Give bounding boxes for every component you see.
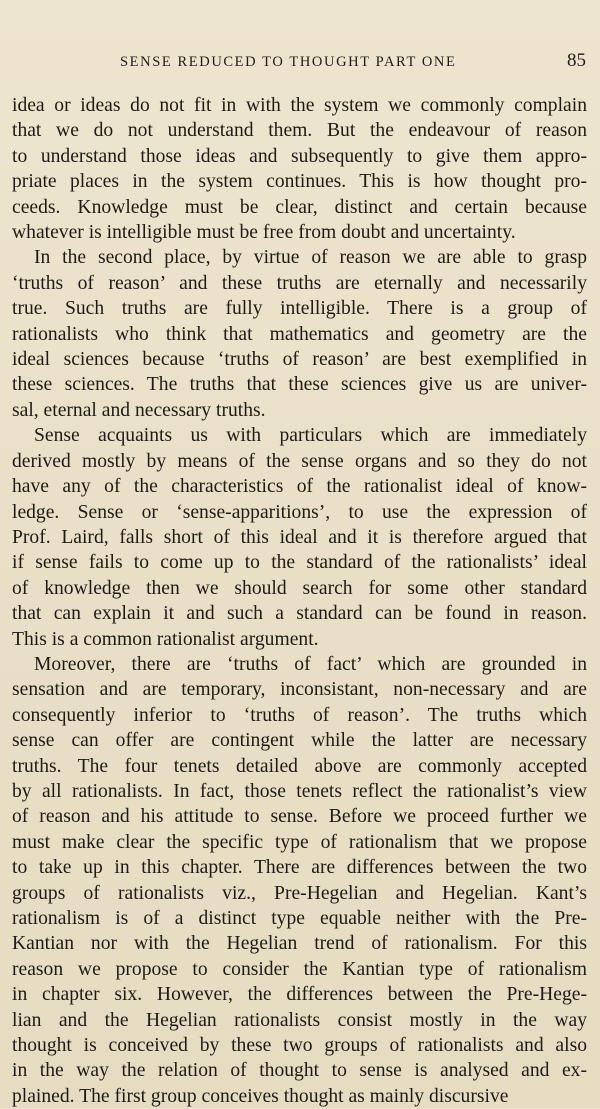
text-line: Kantian nor with the Hegelian trend of rationalism. For this (12, 933, 587, 955)
text-line: consequently inferior to ‘truths of reason’. The truths which (12, 704, 587, 726)
text-line: In the second place, by virtue of reason we are able to grasp (34, 247, 587, 269)
paragraph (12, 245, 587, 423)
text-line: ideal sciences because ‘truths of reason’ are best exemplified in (12, 349, 587, 371)
text-line: reason we propose to consider the Kantian type of rationalism (12, 958, 587, 980)
text-line: sensation and are temporary, inconsistant, non-necessary and are (12, 679, 587, 701)
text-line: Prof. Laird, falls short of this ideal and it is therefore argued that (12, 526, 587, 548)
text-line: of reason and his attitude to sense. Before we proceed further we (12, 806, 587, 828)
text-line: Sense acquaints us with particulars which are immediately (34, 425, 587, 447)
text-line: priate places in the system continues. This is how thought pro- (12, 171, 587, 193)
text-line: This is a common rationalist argument. (12, 628, 319, 650)
text-line: truths. The four tenets detailed above are commonly accepted (12, 755, 587, 777)
text-line: rationalism is of a distinct type equable neither with the Pre- (12, 908, 587, 929)
text-line: ceeds. Knowledge must be clear, distinct and certain because (12, 196, 587, 218)
text-line: groups of rationalists viz., Pre-Hegelian and Hegelian. Kant’s (12, 882, 587, 904)
text-line: have any of the characteristics of the rationalist ideal of know- (12, 476, 587, 498)
text-line: rationalists who think that mathematics and geometry are the (12, 323, 587, 345)
text-line: that we do not understand them. But the endeavour of reason (12, 120, 587, 142)
paragraph (12, 93, 587, 245)
paragraph (12, 423, 587, 652)
text-line: if sense fails to come up to the standard of the rationalists’ ideal (12, 552, 587, 574)
body-text (12, 93, 587, 1109)
text-line: true. Such truths are fully intelligible. There is a group of (12, 298, 587, 320)
text-line: whatever is intelligible must be free from doubt and uncertainty. (12, 222, 516, 244)
text-line: must make clear the specific type of rationalism that we propose (12, 831, 587, 853)
page-header (0, 50, 600, 76)
text-line: thought is conceived by these two groups of rationalists and also (12, 1035, 587, 1057)
text-line: in chapter six. However, the differences between the Pre-Hege- (12, 984, 587, 1006)
page-number: 85 (567, 50, 586, 71)
text-line: ‘truths of reason’ and these truths are eternally and necessarily (12, 272, 587, 294)
text-line: sense can offer are contingent while the latter are necessary (12, 730, 587, 752)
text-line: by all rationalists. In fact, those tenets reflect the rationalist’s view (12, 780, 587, 802)
text-line: of knowledge then we should search for some other standard (12, 577, 587, 599)
text-line: in the way the relation of thought to sense is analysed and ex- (12, 1060, 587, 1082)
text-line: plained. The first group conceives thought as mainly discursive (12, 1085, 509, 1107)
text-line: these sciences. The truths that these sciences give us are univer- (12, 374, 587, 396)
text-line: that can explain it and such a standard can be found in reason. (12, 603, 587, 625)
text-line: derived mostly by means of the sense organs and so they do not (12, 450, 587, 472)
paragraph (12, 652, 587, 1109)
text-line: Moreover, there are ‘truths of fact’ which are grounded in (34, 653, 587, 675)
running-head: SENSE REDUCED TO THOUGHT PART ONE (120, 54, 457, 70)
text-line: lian and the Hegelian rationalists consist mostly in the way (12, 1009, 587, 1031)
text-line: ledge. Sense or ‘sense-apparitions’, to use the expression of (12, 501, 587, 523)
text-line: to take up in this chapter. There are differences between the two (12, 857, 587, 879)
text-line: to understand those ideas and subsequently to give them appro- (12, 145, 587, 167)
text-line: sal, eternal and necessary truths. (12, 399, 266, 421)
text-line: idea or ideas do not fit in with the system we commonly complain (12, 95, 587, 116)
